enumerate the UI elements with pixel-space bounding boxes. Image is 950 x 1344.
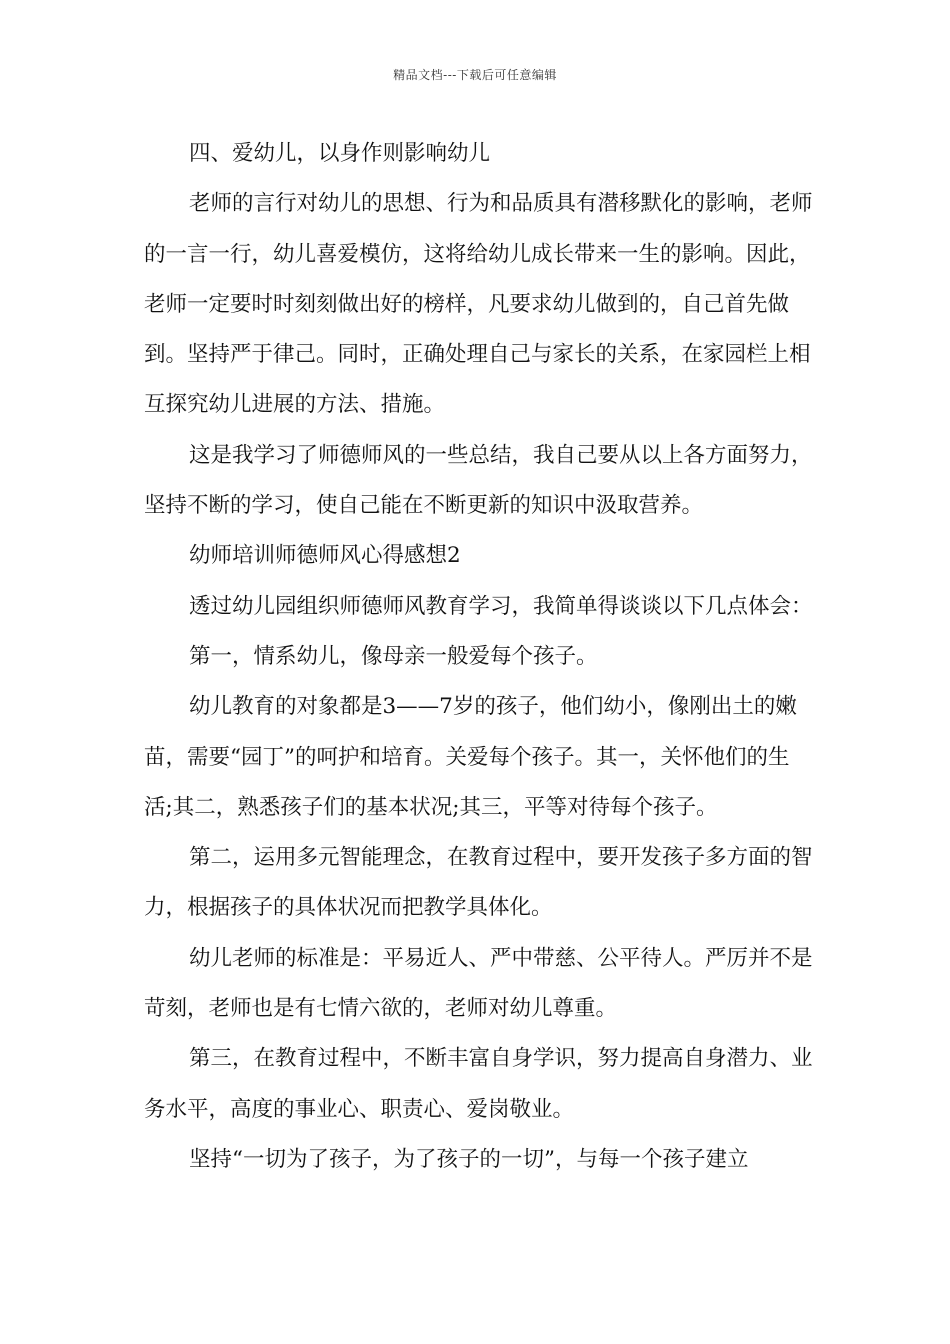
paragraph: 透过幼儿园组织师德师风教育学习，我简单得谈谈以下几点体会： <box>189 593 813 619</box>
paragraph: 坚持“一切为了孩子，为了孩子的一切”，与每一个孩子建立 <box>189 1146 749 1172</box>
paragraph: 老师的言行对幼儿的思想、行为和品质具有潜移默化的影响，老师的一言一行，幼儿喜爱模仿，这将给幼儿成长带来一生的影响。因此，老师一定要时时刻刻做出好的榜样，凡要求幼儿做到的，自己首先做到。坚持严于律己。同时，正确处理自己与家长的关系，在家园栏上相互探究幼儿进展的方法、措施。 <box>144 191 813 418</box>
document-body <box>144 129 816 1185</box>
paragraph: 第二，运用多元智能理念，在教育过程中，要开发孩子多方面的智力，根据孩子的具体状况而把教学具体化。 <box>144 845 813 921</box>
paragraph: 幼儿老师的标准是：平易近人、严中带慈、公平待人。严厉并不是苛刻，老师也是有七情六欲的，老师对幼儿尊重。 <box>144 945 813 1022</box>
page-header: 精品文档---下载后可任意编辑 <box>393 68 557 82</box>
paragraph: 幼儿教育的对象都是3——7岁的孩子，他们幼小，像刚出土的嫩苗，需要“园丁”的呵护和培育。关爱每个孩子。其一，关怀他们的生活;其二，熟悉孩子们的基本状况;其三，平等对待每个孩子。 <box>144 694 797 820</box>
article-title: 幼师培训师德师风心得感想2 <box>189 543 461 569</box>
paragraph: 这是我学习了师德师风的一些总结，我自己要从以上各方面努力，坚持不断的学习，使自己能在不断更新的知识中汲取营养。 <box>144 442 813 519</box>
section-heading: 四、爱幼儿，以身作则影响幼儿 <box>189 141 491 166</box>
paragraph: 第一，情系幼儿，像母亲一般爱每个孩子。 <box>189 643 598 669</box>
paragraph: 第三，在教育过程中，不断丰富自身学识，努力提高自身潜力、业务水平，高度的事业心、职责心、爱岗敬业。 <box>144 1046 813 1122</box>
